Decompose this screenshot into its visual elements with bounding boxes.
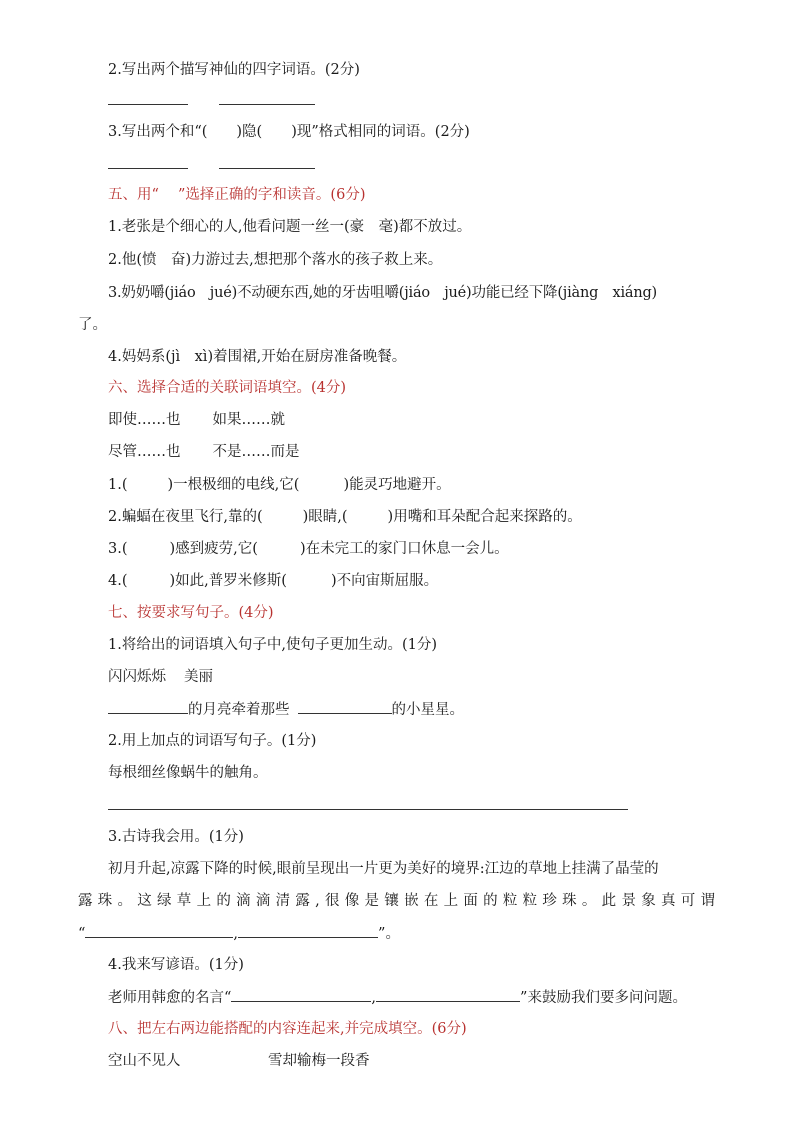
section-6-item-4: 4.( )如此,普罗米修斯( )不向宙斯屈服。 — [108, 573, 439, 589]
section-5-item-3: 3.奶奶嚼(jiáo jué)不动硬东西,她的牙齿咀嚼(jiáo jué)功能已经下降(jiàng xiáng) — [108, 285, 658, 301]
section-6-item-3: 3.( )感到疲劳,它( )在未完工的家门口休息一会儿。 — [108, 541, 509, 557]
section-7-q3-prompt: 3.古诗我会用。(1分) — [108, 829, 244, 845]
question-2-prompt: 2.写出两个描写神仙的四字词语。(2分) — [108, 62, 360, 78]
matching-left-item[interactable]: 空山不见人 — [108, 1053, 181, 1069]
section-7-q4-sentence: 老师用韩愈的名言“ , ”来鼓励我们要多问问题。 — [108, 987, 687, 1008]
section-7-title: 七、按要求写句子。(4分) — [108, 605, 274, 621]
section-7-q3-answer: “ , ”。 — [78, 923, 400, 944]
answer-blank[interactable] — [108, 699, 188, 714]
connector-options-row-1 — [108, 410, 285, 430]
given-word: 美丽 — [184, 669, 213, 685]
answer-blank-q2-1[interactable] — [108, 104, 188, 105]
section-7-q2-sentence: 每根细丝像蜗牛的触角。 — [108, 765, 268, 781]
section-8-title: 八、把左右两边能搭配的内容连起来,并完成填空。(6分) — [108, 1021, 467, 1037]
section-5-item-1: 1.老张是个细心的人,他看问题一丝一(豪 毫)都不放过。 — [108, 219, 472, 235]
answer-blank-q3-1[interactable] — [108, 168, 188, 169]
connector-options-row-2 — [108, 442, 300, 462]
answer-blank-q2-2[interactable] — [219, 104, 315, 105]
section-7-q1-prompt: 1.将给出的词语填入句子中,使句子更加生动。(1分) — [108, 637, 437, 653]
section-7-q1-words — [108, 667, 213, 687]
connector-option: 尽管……也 — [108, 444, 181, 460]
section-7-q3-text-2: 露珠。这绿草上的滴滴清露,很像是镶嵌在上面的粒粒珍珠。此景象真可谓 — [78, 893, 718, 909]
connector-option: 不是……而是 — [212, 444, 300, 460]
given-word: 闪闪烁烁 — [108, 669, 166, 685]
answer-blank[interactable] — [376, 987, 520, 1002]
section-6-item-1: 1.( )一根极细的电线,它( )能灵巧地避开。 — [108, 477, 451, 493]
section-7-q4-prompt: 4.我来写谚语。(1分) — [108, 957, 244, 973]
connector-option: 即使……也 — [108, 412, 181, 428]
answer-blank[interactable] — [231, 987, 371, 1002]
section-5-item-2: 2.他(愤 奋)力游过去,想把那个落水的孩子救上来。 — [108, 252, 443, 268]
section-7-q2-prompt: 2.用上加点的词语写句子。(1分) — [108, 733, 317, 749]
answer-blank[interactable] — [85, 923, 233, 938]
answer-blank[interactable] — [298, 699, 392, 714]
section-7-q3-text-1: 初月升起,凉露下降的时候,眼前呈现出一片更为美好的境界:江边的草地上挂满了晶莹的 — [108, 861, 659, 877]
section-5-item-4: 4.妈妈系(jì xì)着围裙,开始在厨房准备晚餐。 — [108, 349, 407, 365]
section-6-title: 六、选择合适的关联词语填空。(4分) — [108, 380, 347, 396]
section-5-item-3-cont: 了。 — [78, 317, 107, 333]
question-3-prompt: 3.写出两个和“( )隐( )现”格式相同的词语。(2分) — [108, 124, 470, 140]
answer-line-q2[interactable] — [108, 809, 628, 810]
answer-blank-q3-2[interactable] — [219, 168, 315, 169]
matching-right-item[interactable]: 雪却输梅一段香 — [268, 1053, 370, 1069]
answer-blank[interactable] — [238, 923, 378, 938]
section-5-title: 五、用“ ”选择正确的字和读音。(6分) — [108, 187, 366, 203]
section-6-item-2: 2.蝙蝠在夜里飞行,靠的( )眼睛,( )用嘴和耳朵配合起来探路的。 — [108, 509, 582, 525]
section-7-q1-sentence: 的月亮牵着那些 的小星星。 — [108, 699, 464, 720]
connector-option: 如果……就 — [212, 412, 285, 428]
